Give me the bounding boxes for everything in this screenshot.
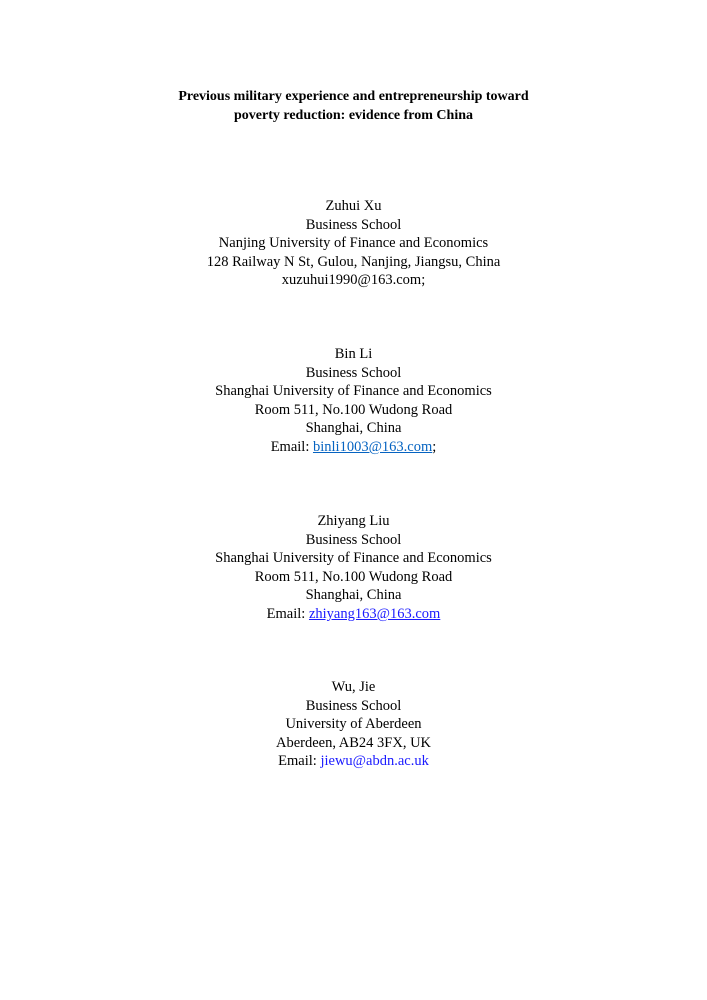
author-department: Business School xyxy=(305,697,402,714)
email-label: Email: xyxy=(278,753,321,770)
paper-title-line-1: Previous military experience and entrepreneurship toward xyxy=(178,89,529,104)
author-name: Wu, Jie xyxy=(331,679,376,695)
author-block-2 xyxy=(0,345,707,457)
author-name: Bin Li xyxy=(334,346,373,362)
author-email-link[interactable]: jiewu@abdn.ac.uk xyxy=(320,753,429,770)
author-email-line xyxy=(0,438,707,457)
author-institution: Shanghai University of Finance and Economics xyxy=(215,383,492,400)
paper-title-line-2: poverty reduction: evidence from China xyxy=(233,108,473,123)
author-department: Business School xyxy=(305,531,402,548)
author-email-link[interactable]: binli1003@163.com xyxy=(312,438,433,455)
author-name: Zuhui Xu xyxy=(325,198,382,214)
author-department: Business School xyxy=(305,216,402,233)
author-institution: Shanghai University of Finance and Economics xyxy=(215,550,492,567)
author-city: Shanghai, China xyxy=(305,420,402,437)
author-city: Shanghai, China xyxy=(305,587,402,604)
author-institution: Nanjing University of Finance and Economics xyxy=(218,235,489,252)
author-block-3 xyxy=(0,512,707,624)
paper-title xyxy=(0,87,707,125)
author-institution: University of Aberdeen xyxy=(285,716,422,733)
email-suffix: ; xyxy=(432,438,437,455)
author-address: Room 511, No.100 Wudong Road xyxy=(254,401,453,418)
author-address: 128 Railway N St, Gulou, Nanjing, Jiangsu, China xyxy=(206,253,501,270)
author-department: Business School xyxy=(305,364,402,381)
email-label: Email: xyxy=(270,438,313,455)
author-email-line xyxy=(0,752,707,771)
author-block-1 xyxy=(0,197,707,290)
email-label: Email: xyxy=(266,605,309,622)
author-block-4 xyxy=(0,678,707,771)
author-email-link[interactable]: zhiyang163@163.com xyxy=(308,605,441,622)
author-email-line xyxy=(0,605,707,624)
author-name: Zhiyang Liu xyxy=(317,513,390,529)
author-address: Aberdeen, AB24 3FX, UK xyxy=(275,734,432,751)
author-address: Room 511, No.100 Wudong Road xyxy=(254,568,453,585)
author-email: xuzuhui1990@163.com; xyxy=(281,272,426,289)
